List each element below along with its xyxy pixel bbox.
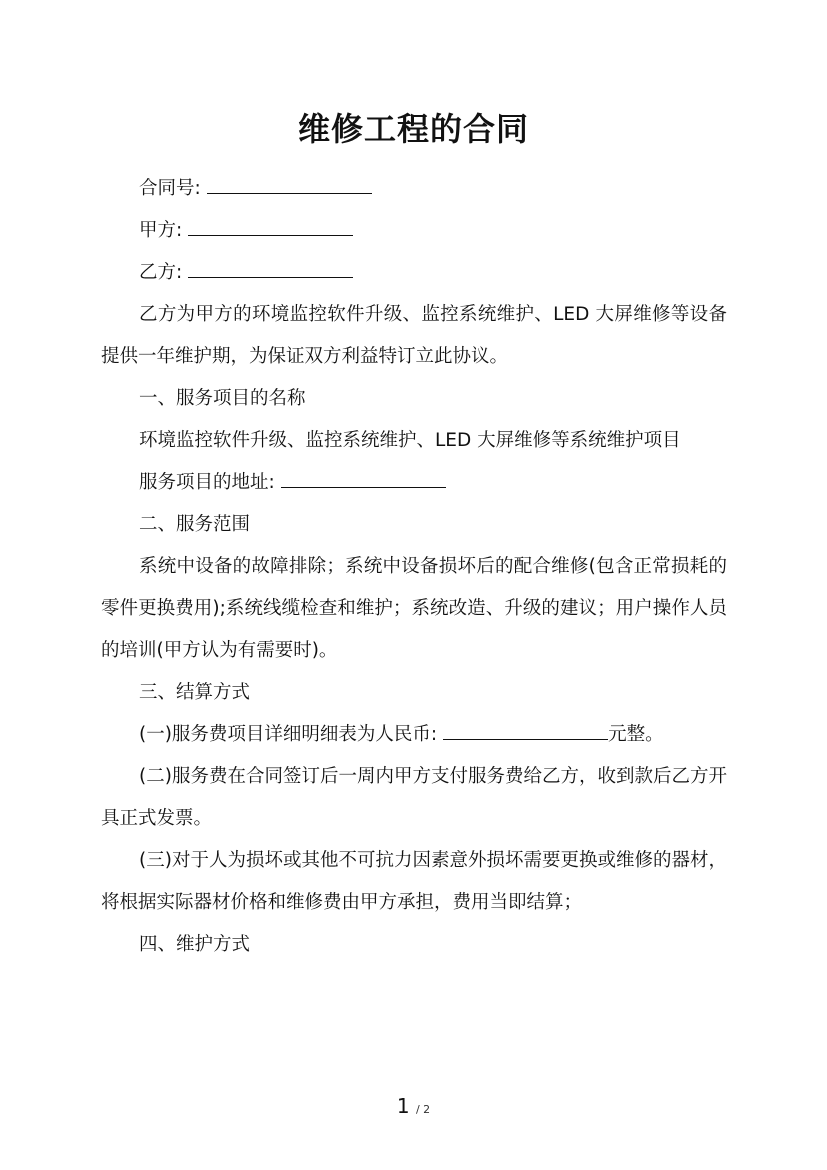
settlement-item-1-text: (一)服务费项目详细明细表为人民币:	[139, 724, 438, 745]
party-b-label: 乙方:	[139, 262, 183, 283]
contract-number-label: 合同号:	[139, 178, 201, 199]
contract-number-blank	[207, 192, 372, 194]
settlement-item-3: (三)对于人为损坏或其他不可抗力因素意外损坏需要更换或维修的器材，将根据实际器材价格和维修费由甲方承担，费用当即结算；	[101, 850, 727, 913]
settlement-item-2: (二)服务费在合同签订后一周内甲方支付服务费给乙方，收到款后乙方开具正式发票。	[101, 766, 727, 829]
amount-blank	[443, 738, 608, 740]
section-4-heading: 四、维护方式	[139, 934, 251, 955]
section-1-body: 环境监控软件升级、监控系统维护、LED 大屏维修等系统维护项目	[139, 430, 681, 451]
service-address-blank	[281, 486, 446, 488]
settlement-item-1-suffix: 元整。	[608, 724, 664, 745]
party-a-line	[101, 210, 727, 252]
service-address-label: 服务项目的地址:	[139, 472, 275, 493]
section-1-heading: 一、服务项目的名称	[139, 388, 306, 409]
section-3-heading: 三、结算方式	[139, 682, 251, 703]
page-current: 1	[396, 1094, 410, 1118]
party-b-line	[101, 252, 727, 294]
page-number	[0, 1094, 827, 1118]
page-total: / 2	[415, 1103, 431, 1116]
section-2-body: 系统中设备的故障排除；系统中设备损坏后的配合维修(包含正常损耗的零件更换费用);系统线缆检查和维护；系统改造、升级的建议；用户操作人员的培训(甲方认为有需要时)。	[101, 556, 727, 661]
section-2-heading: 二、服务范围	[139, 514, 251, 535]
party-b-blank	[188, 276, 353, 278]
document-body	[101, 168, 727, 966]
intro-paragraph: 乙方为甲方的环境监控软件升级、监控系统维护、LED 大屏维修等设备提供一年维护期，为保证双方利益特订立此协议。	[101, 304, 727, 367]
contract-number-line	[101, 168, 727, 210]
document-title: 维修工程的合同	[297, 110, 529, 148]
party-a-label: 甲方:	[139, 220, 183, 241]
party-a-blank	[188, 234, 353, 236]
settlement-item-1	[101, 714, 727, 756]
service-address-line	[101, 462, 727, 504]
